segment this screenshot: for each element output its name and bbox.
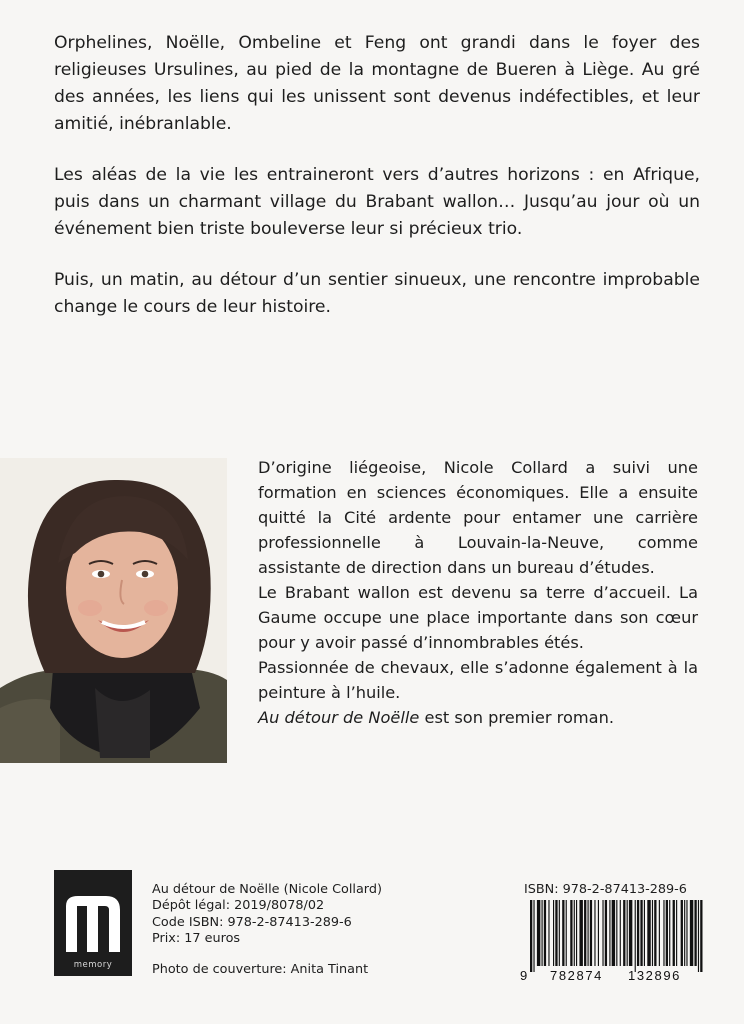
bio-first-novel-line [258,705,698,730]
book-title-author-line: Au détour de Noëlle (Nicole Collard) [152,882,382,897]
barcode-bar [676,900,677,966]
barcode-bar [609,900,610,966]
barcode-bar [584,900,586,966]
price-line: Prix: 17 euros [152,930,241,946]
barcode-left-digits: 782874 [550,968,603,983]
barcode-bar [555,900,557,966]
barcode-bar [612,900,615,966]
publisher-logo-name: memory [73,960,113,970]
barcode-bar [654,900,656,966]
bio-paragraph-1: D’origine liégeoise, Nicole Collard a suivi une formation en sciences économiques. Elle a ensuite quitté la Cité ardente pour entamer une carrière professionnelle à Louvain-la-Neuve, comme assistante de direction dans un bureau d’études. [258,458,698,577]
barcode-bar [559,900,560,966]
barcode-bar [548,900,549,966]
isbn-barcode [516,900,706,986]
synopsis-paragraph-2: Les aléas de la vie les entraineront vers d’autres horizons : en Afrique, puis dans un charmant village du Brabant wallon… Jusqu’au jour où un événement bien triste bouleverse leur si précieux trio. [54,165,700,239]
barcode-bar [684,900,685,966]
first-novel-suffix: est son premier roman. [419,708,614,727]
barcode-isbn-label: ISBN: 978-2-87413-289-6 [524,882,687,897]
barcode-bar [635,900,636,972]
barcode-bar [644,900,645,966]
barcode-bar [576,900,577,966]
barcode-bar [605,900,607,966]
legal-deposit-line: Dépôt légal: 2019/8078/02 [152,898,325,914]
barcode-bar [544,900,546,966]
back-cover-synopsis [54,30,700,345]
barcode-bar [616,900,617,966]
bio-paragraph-3: Passionnée de chevaux, elle s’adonne également à la peinture à l’huile. [258,658,698,702]
author-biography [258,455,698,730]
barcode-bar [627,900,628,966]
barcode-bar [598,900,599,966]
publication-info [152,882,382,978]
synopsis-paragraph-1: Orphelines, Noëlle, Ombeline et Feng ont grandi dans le foyer des religieuses Ursulines, au pied de la montagne de Bueren à Liège. Au gré des années, les liens qui les unissent sont devenus indéfectibles, et leur amitié, inébranlable. [54,33,700,134]
barcode-bar [686,900,687,966]
barcode-bar [694,900,696,966]
publisher-logo [54,870,132,976]
isbn-code-line: Code ISBN: 978-2-87413-289-6 [152,914,352,930]
barcode-bar [566,900,567,966]
barcode-right-digits: 132896 [628,968,681,983]
barcode-bar [659,900,660,966]
synopsis-paragraph-3: Puis, un matin, au détour d’un sentier sinueux, une rencontre improbable change le cours de leur histoire. [54,270,700,317]
barcode-bar [537,900,540,966]
barcode-bar [542,900,543,966]
barcode-bar [579,900,582,966]
author-portrait-illustration [0,458,227,763]
barcode-bar [533,900,534,972]
barcode-bar [553,900,554,966]
barcode-bar [590,900,592,966]
barcode-bar [652,900,653,966]
barcode-bar [602,900,603,966]
barcode-bar [623,900,625,966]
barcode-bar [629,900,632,966]
barcode-bar [690,900,693,966]
barcode-bar [673,900,675,966]
barcode-bar [647,900,650,966]
barcode-bar [698,900,699,972]
barcode-bar [574,900,575,966]
barcode-bar [620,900,621,966]
barcode-bar [570,900,572,966]
bio-paragraph-2: Le Brabant wallon est devenu sa terre d’accueil. La Gaume occupe une place importante dans son cœur pour y avoir passé d’innombrables étés. [258,583,698,652]
barcode-bar [588,900,589,966]
barcode-bar [669,900,670,966]
book-title-italic: Au détour de Noëlle [258,708,420,727]
barcode-bar [663,900,664,966]
barcode-bar [640,900,642,966]
barcode-first-digit: 9 [520,968,528,983]
barcode-bar [637,900,639,966]
barcode-bar [681,900,683,966]
author-photo [0,458,227,763]
barcode-bar [530,900,532,972]
cover-photo-credit: Photo de couverture: Anita Tinant [152,962,369,978]
barcode-bar [562,900,564,966]
barcode-bars [530,900,703,972]
barcode-bar [594,900,595,966]
barcode-bar [700,900,702,972]
barcode-bar [666,900,668,966]
